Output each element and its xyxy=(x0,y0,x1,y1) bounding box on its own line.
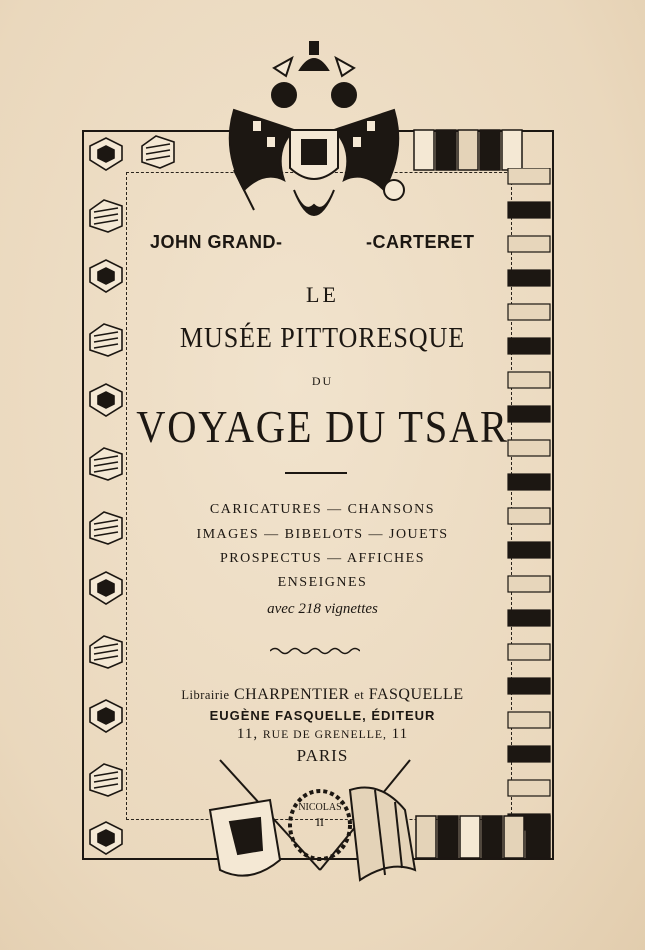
shield-ornament xyxy=(90,138,122,170)
shield-ornament xyxy=(90,200,122,232)
wreath-name: NICOLAS xyxy=(298,802,342,813)
publisher-address xyxy=(0,726,645,743)
stripe-block xyxy=(436,130,456,170)
vignette-count: avec 218 vignettes xyxy=(267,601,378,617)
title-preposition: DU xyxy=(311,374,334,388)
title-article: LE xyxy=(306,282,339,307)
title-main: MUSÉE PITTORESQUE xyxy=(179,322,466,354)
shield-ornament xyxy=(90,636,122,668)
author-name-left: JOHN GRAND- xyxy=(150,232,283,252)
stripe-block xyxy=(480,130,500,170)
address-number: 11, xyxy=(236,726,259,742)
title-divider xyxy=(285,472,347,474)
author-name-right: -CARTERET xyxy=(366,232,475,252)
eagle-crest-icon xyxy=(214,40,414,260)
shield-ornament xyxy=(90,764,122,796)
stripe-block xyxy=(502,130,522,170)
stripe-block xyxy=(414,130,434,170)
address-number-2: 11 xyxy=(391,726,409,742)
publisher-line-1 xyxy=(0,686,645,704)
publisher-city: PARIS xyxy=(296,746,349,765)
publisher-name-2: FASQUELLE xyxy=(368,686,464,703)
publisher-conjunction: et xyxy=(354,688,365,702)
wreath-numeral: II xyxy=(316,815,324,829)
shield-ornament xyxy=(90,822,122,854)
publisher-name: CHARPENTIER xyxy=(234,686,350,703)
publisher-editor: EUGÈNE FASQUELLE, ÉDITEUR xyxy=(209,708,436,723)
wave-ornament-icon xyxy=(270,646,360,656)
shield-ornament xyxy=(142,136,174,168)
publisher-prefix: Librairie xyxy=(181,688,230,702)
subtitle-line: PROSPECTUS — AFFICHES xyxy=(219,551,425,566)
title-subject: VOYAGE DU TSAR xyxy=(136,401,509,452)
subtitle-line: ENSEIGNES xyxy=(277,575,368,590)
subtitle-line: CARICATURES — CHANSONS xyxy=(209,502,436,517)
subtitle-line: IMAGES — BIBELOTS — JOUETS xyxy=(196,527,449,542)
bottom-emblem-icon xyxy=(200,750,440,890)
address-street: RUE DE GRENELLE, xyxy=(262,728,387,741)
stripe-block xyxy=(458,130,478,170)
